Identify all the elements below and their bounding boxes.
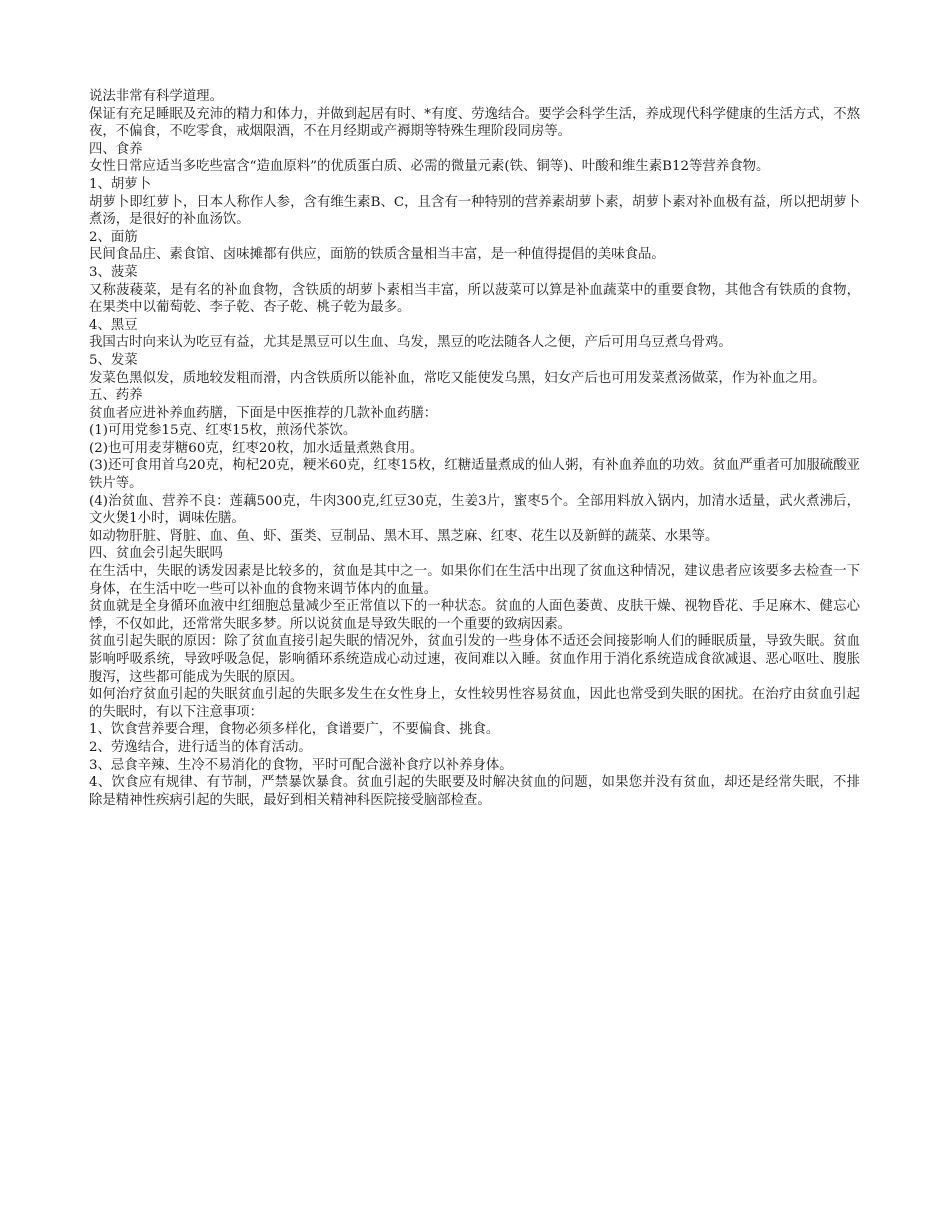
paragraph: 贫血引起失眠的原因：除了贫血直接引起失眠的情况外，贫血引发的一些身体不适还会间接影响人们的睡眠质量，导致失眠。贫血影响呼吸系统，导致呼吸急促，影响循环系统造成心动过速，夜间难以入睡。贫血作用于消化系统造成食欲减退、恶心呕吐、腹胀腹泻，这些都可能成为失眠的原因。 bbox=[89, 634, 860, 685]
subsection-heading: 4、黑豆 bbox=[89, 317, 138, 333]
paragraph: 贫血就是全身循环血液中红细胞总量减少至正常值以下的一种状态。贫血的人面色萎黄、皮肤干燥、视物昏花、手足麻木、健忘心悸，不仅如此，还常常失眠多梦。所以说贫血是导致失眠的一个重要的致病因素。 bbox=[89, 599, 860, 632]
paragraph: 发菜色黑似发，质地较发粗而滑，内含铁质所以能补血，常吃又能使发乌黑，妇女产后也可用发菜煮汤做菜，作为补血之用。 bbox=[89, 370, 826, 386]
document-body bbox=[89, 88, 860, 809]
section-heading: 五、药养 bbox=[89, 388, 143, 404]
section-heading: 四、食养 bbox=[89, 141, 143, 157]
recipe-item: (2)也可用麦芽糖60克，红枣20枚，加水适量煮熟食用。 bbox=[89, 440, 424, 456]
paragraph: 胡萝卜即红萝卜，日本人称作人参，含有维生素B、C，且含有一种特别的营养素胡萝卜素，胡萝卜素对补血极有益，所以把胡萝卜煮汤，是很好的补血汤饮。 bbox=[89, 194, 860, 228]
paragraph: 保证有充足睡眠及充沛的精力和体力，并做到起居有时、*有度、劳逸结合。要学会科学生活，养成现代科学健康的生活方式，不熬夜，不偏食，不吃零食，戒烟限酒，不在月经期或产褥期等特殊生理阶段同房等。 bbox=[89, 106, 860, 140]
paragraph: 如何治疗贫血引起的失眠贫血引起的失眠多发生在女性身上，女性较男性容易贫血，因此也常受到失眠的困扰。在治疗由贫血引起的失眠时，有以下注意事项： bbox=[89, 687, 860, 720]
list-item: 3、忌食辛辣、生冷不易消化的食物，平时可配合滋补食疗以补养身体。 bbox=[89, 757, 513, 773]
recipe-item: (1)可用党参15克、红枣15枚，煎汤代茶饮。 bbox=[89, 423, 357, 439]
paragraph: 贫血者应进补养血药膳，下面是中医推荐的几款补血药膳： bbox=[89, 405, 438, 421]
subsection-heading: 3、菠菜 bbox=[89, 264, 138, 280]
subsection-heading: 5、发菜 bbox=[89, 352, 138, 368]
paragraph: 我国古时向来认为吃豆有益，尤其是黑豆可以生血、乌发，黑豆的吃法随各人之便，产后可用乌豆煮乌骨鸡。 bbox=[89, 335, 732, 351]
subsection-heading: 1、胡萝卜 bbox=[89, 176, 152, 192]
paragraph: 说法非常有科学道理。 bbox=[89, 89, 223, 104]
list-item: 1、饮食营养要合理，食物必须多样化，食谱要广，不要偏食、挑食。 bbox=[89, 722, 500, 738]
section-heading: 四、贫血会引起失眠吗 bbox=[89, 546, 223, 562]
list-item: 2、劳逸结合，进行适当的体育活动。 bbox=[89, 739, 312, 755]
paragraph: 在生活中，失眠的诱发因素是比较多的，贫血是其中之一。如果你们在生活中出现了贫血这种情况，建议患者应该要多去检查一下身体，在生活中吃一些可以补血的食物来调节体内的血量。 bbox=[89, 564, 860, 597]
recipe-item: (3)还可食用首乌20克，枸杞20克，粳米60克，红枣15枚，红糖适量煮成的仙人粥，有补血养血的功效。贫血严重者可加服硫酸亚铁片等。 bbox=[89, 458, 860, 492]
list-item: 4、饮食应有规律、有节制，严禁暴饮暴食。贫血引起的失眠要及时解决贫血的问题，如果您并没有贫血，却还是经常失眠，不排除是精神性疾病引起的失眠，最好到相关精神科医院接受脑部检查。 bbox=[89, 775, 860, 808]
paragraph: 女性日常应适当多吃些富含“造血原料”的优质蛋白质、必需的微量元素(铁、铜等)、叶酸和维生素B12等营养食物。 bbox=[89, 159, 770, 175]
recipe-item: (4)治贫血、营养不良：莲藕500克，牛肉300克,红豆30克，生姜3片，蜜枣5个。全部用料放入锅内，加清水适量，武火煮沸后，文火煲1小时，调味佐膳。 bbox=[89, 493, 860, 527]
paragraph: 民间食品庄、素食馆、卤味摊都有供应，面筋的铁质含量相当丰富，是一种值得提倡的美味食品。 bbox=[89, 247, 665, 263]
paragraph: 如动物肝脏、肾脏、血、鱼、虾、蛋类、豆制品、黑木耳、黑芝麻、红枣、花生以及新鲜的蔬菜、水果等。 bbox=[89, 528, 719, 544]
paragraph: 又称菠薐菜，是有名的补血食物，含铁质的胡萝卜素相当丰富，所以菠菜可以算是补血蔬菜中的重要食物，其他含有铁质的食物，在果类中以葡萄乾、李子乾、杏子乾、桃子乾为最多。 bbox=[89, 282, 860, 316]
subsection-heading: 2、面筋 bbox=[89, 229, 138, 245]
